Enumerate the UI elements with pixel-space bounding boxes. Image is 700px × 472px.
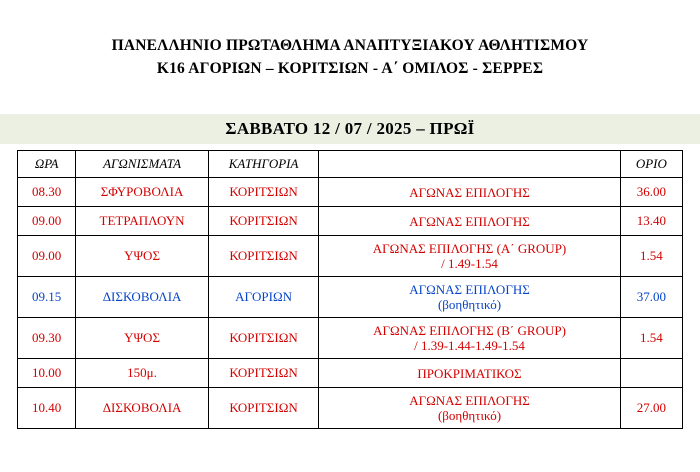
cell-limit: 36.00 [620,178,682,207]
cell-note [319,236,620,277]
cell-category: ΑΓΟΡΙΩΝ [208,277,318,318]
cell-time: 10.40 [18,388,76,429]
cell-limit: 1.54 [620,236,682,277]
note-sub: (βοηθητικό) [437,408,502,423]
cell-limit: 37.00 [620,277,682,318]
note-main: ΑΓΩΝΑΣ ΕΠΙΛΟΓΗΣ (Α΄ GROUP) [372,241,567,256]
column-header-category: ΚΑΤΗΓΟΡΙΑ [208,151,318,178]
column-header-note [319,151,620,178]
cell-time: 09.00 [18,207,76,236]
table-row [18,359,683,388]
session-banner [0,114,700,144]
table-row [18,388,683,429]
note-sub: / 1.49-1.54 [441,256,498,271]
note-main: ΑΓΩΝΑΣ ΕΠΙΛΟΓΗΣ [409,184,530,200]
cell-note [319,207,620,236]
table-row [18,207,683,236]
document-header [0,0,700,80]
session-title: ΣΑΒΒΑΤΟ 12 / 07 / 2025 – ΠΡΩΪ [225,119,475,138]
cell-limit: 1.54 [620,318,682,359]
schedule-table [17,150,683,429]
table-row [18,318,683,359]
cell-limit: 13.40 [620,207,682,236]
table-row [18,236,683,277]
header-line-2: Κ16 ΑΓΟΡΙΩΝ – ΚΟΡΙΤΣΙΩΝ - Α΄ ΟΜΙΛΟΣ - ΣΕΡΡΕΣ [156,60,544,77]
header-line-1: ΠΑΝΕΛΛΗΝΙΟ ΠΡΩΤΑΘΛΗΜΑ ΑΝΑΠΤΥΞΙΑΚΟΥ ΑΘΛΗΤΙΣΜΟΥ [111,37,589,54]
note-main: ΑΓΩΝΑΣ ΕΠΙΛΟΓΗΣ [409,393,530,408]
cell-time: 10.00 [18,359,76,388]
cell-note [319,178,620,207]
cell-event: 150μ. [76,359,209,388]
cell-time: 09.30 [18,318,76,359]
cell-time: 08.30 [18,178,76,207]
cell-event: ΔΙΣΚΟΒΟΛΙΑ [76,388,209,429]
column-header-time: ΩΡΑ [18,151,76,178]
table-row [18,178,683,207]
cell-category: ΚΟΡΙΤΣΙΩΝ [208,207,318,236]
note-main: ΑΓΩΝΑΣ ΕΠΙΛΟΓΗΣ (Β΄ GROUP) [373,323,566,338]
table-header-row [18,151,683,178]
cell-category: ΚΟΡΙΤΣΙΩΝ [208,318,318,359]
cell-note [319,359,620,388]
cell-category: ΚΟΡΙΤΣΙΩΝ [208,359,318,388]
cell-event: ΥΨΟΣ [76,318,209,359]
cell-event: ΣΦΥΡΟΒΟΛΙΑ [76,178,209,207]
cell-note [319,318,620,359]
table-row [18,277,683,318]
cell-event: ΤΕΤΡΑΠΛΟΥΝ [76,207,209,236]
note-sub: / 1.39-1.44-1.49-1.54 [414,338,525,353]
cell-time: 09.00 [18,236,76,277]
cell-event: ΔΙΣΚΟΒΟΛΙΑ [76,277,209,318]
cell-category: ΚΟΡΙΤΣΙΩΝ [208,178,318,207]
column-header-limit: ΟΡΙΟ [620,151,682,178]
note-main: ΑΓΩΝΑΣ ΕΠΙΛΟΓΗΣ [409,282,530,297]
cell-note [319,388,620,429]
cell-category: ΚΟΡΙΤΣΙΩΝ [208,236,318,277]
cell-category: ΚΟΡΙΤΣΙΩΝ [208,388,318,429]
column-header-event: ΑΓΩΝΙΣΜΑΤΑ [76,151,209,178]
note-main: ΑΓΩΝΑΣ ΕΠΙΛΟΓΗΣ [409,213,530,229]
note-sub: (βοηθητικό) [437,297,502,312]
cell-time: 09.15 [18,277,76,318]
cell-note [319,277,620,318]
cell-event: ΥΨΟΣ [76,236,209,277]
note-main: ΠΡΟΚΡΙΜΑΤΙΚΟΣ [417,365,522,381]
cell-limit [620,359,682,388]
cell-limit: 27.00 [620,388,682,429]
